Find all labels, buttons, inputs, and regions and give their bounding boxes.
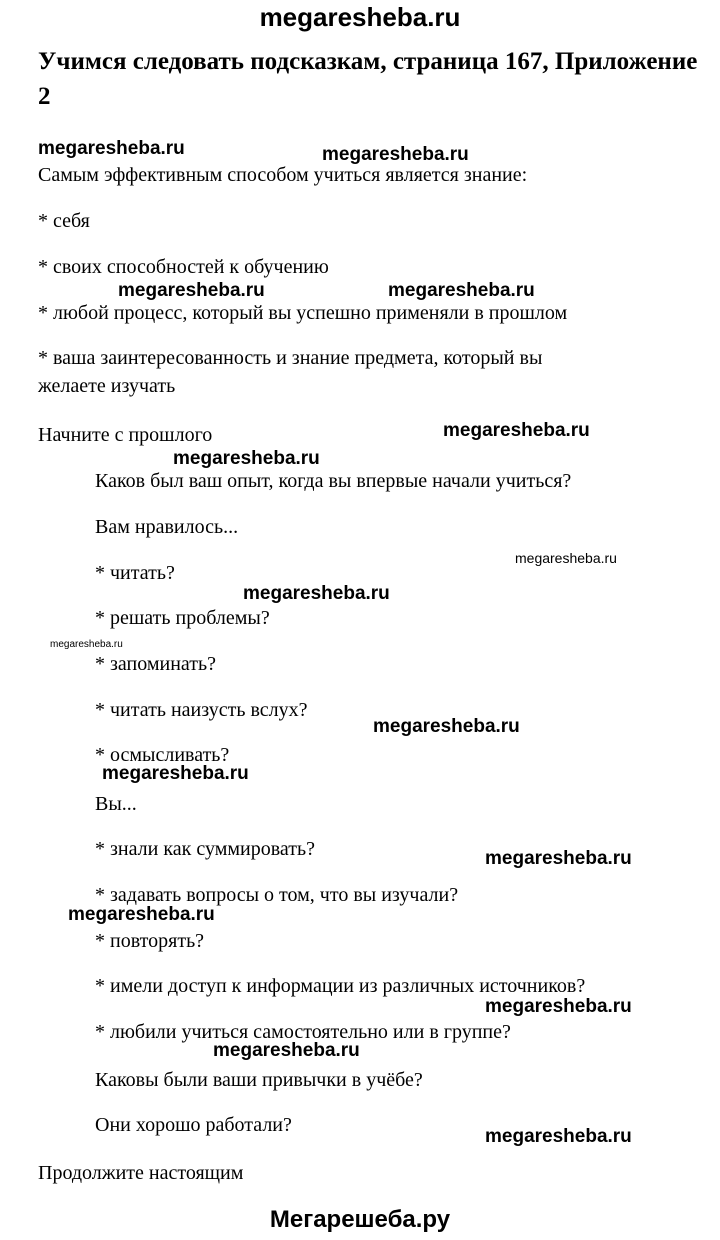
page-title: Учимся следовать подсказкам, страница 167, Приложение 2 bbox=[38, 48, 698, 110]
watermark: megaresheba.ru bbox=[68, 904, 215, 925]
list-item: * читать? bbox=[95, 562, 175, 584]
list-item: * читать наизусть вслух? bbox=[95, 699, 308, 721]
list-item: * задавать вопросы о том, что вы изучали? bbox=[95, 884, 459, 906]
list-item: * ваша заинтересованность и знание предмета, который вы bbox=[38, 347, 543, 369]
question: Вы... bbox=[95, 793, 137, 815]
section-heading-present: Продолжите настоящим bbox=[38, 1162, 244, 1184]
site-footer: Мегарешеба.ру bbox=[269, 1206, 451, 1233]
list-item: * имели доступ к информации из различных источников? bbox=[95, 975, 586, 997]
list-item: * любой процесс, который вы успешно применяли в прошлом bbox=[38, 302, 568, 324]
watermark: megaresheba.ru bbox=[50, 639, 123, 650]
watermark: megaresheba.ru bbox=[485, 996, 632, 1017]
watermark: megaresheba.ru bbox=[322, 144, 469, 165]
list-item: * своих способностей к обучению bbox=[38, 256, 329, 278]
watermark: megaresheba.ru bbox=[373, 716, 520, 737]
watermark: megaresheba.ru bbox=[443, 420, 590, 441]
watermark: megaresheba.ru bbox=[485, 1126, 632, 1147]
watermark: megaresheba.ru bbox=[388, 280, 535, 301]
list-item: * решать проблемы? bbox=[95, 607, 270, 629]
list-item: * повторять? bbox=[95, 930, 205, 952]
watermark: megaresheba.ru bbox=[118, 280, 265, 301]
watermark: megaresheba.ru bbox=[102, 763, 249, 784]
watermark: megaresheba.ru bbox=[485, 848, 632, 869]
section-heading-past: Начните с прошлого bbox=[38, 424, 213, 446]
site-header: megaresheba.ru bbox=[259, 2, 461, 32]
list-item: * себя bbox=[38, 210, 90, 232]
watermark: megaresheba.ru bbox=[213, 1040, 360, 1061]
list-item: * запоминать? bbox=[95, 653, 216, 675]
list-item: * знали как суммировать? bbox=[95, 838, 315, 860]
watermark: megaresheba.ru bbox=[38, 138, 185, 159]
list-item-continuation: желаете изучать bbox=[38, 375, 176, 397]
list-item: * осмысливать? bbox=[95, 744, 230, 766]
watermark: megaresheba.ru bbox=[515, 550, 617, 566]
question: Каковы были ваши привычки в учёбе? bbox=[95, 1069, 423, 1091]
question: Вам нравилось... bbox=[95, 516, 239, 538]
list-item: * любили учиться самостоятельно или в группе? bbox=[95, 1021, 511, 1043]
watermark: megaresheba.ru bbox=[173, 448, 320, 469]
question: Они хорошо работали? bbox=[95, 1114, 292, 1136]
question: Каков был ваш опыт, когда вы впервые начали учиться? bbox=[95, 470, 572, 492]
intro-text: Самым эффективным способом учиться является знание: bbox=[38, 164, 528, 186]
watermark: megaresheba.ru bbox=[243, 583, 390, 604]
